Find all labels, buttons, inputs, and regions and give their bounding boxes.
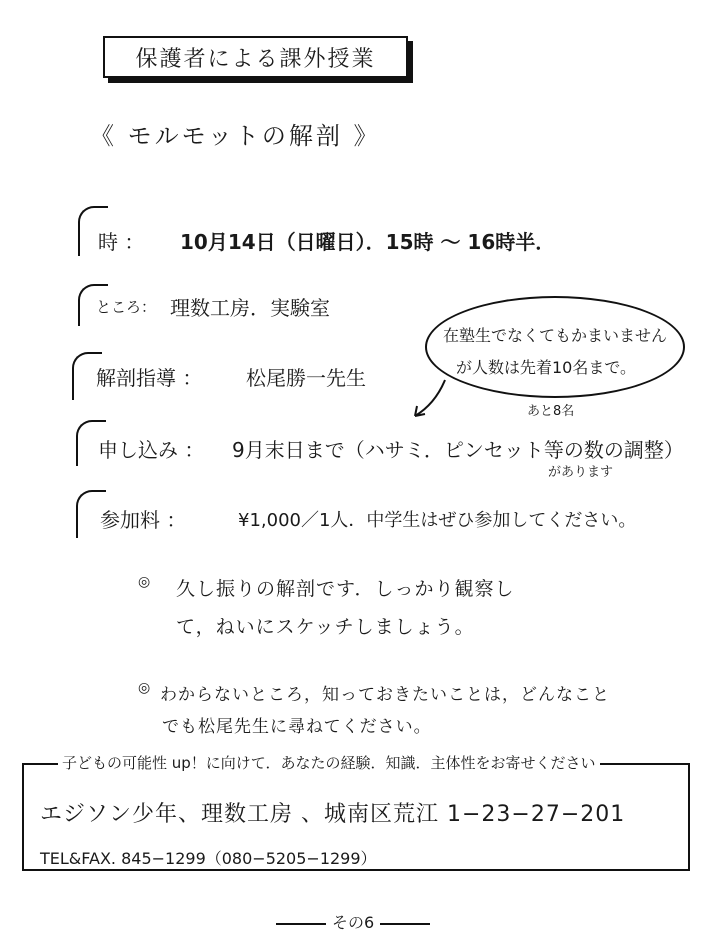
place-value: 理数工房．実験室 bbox=[170, 296, 330, 320]
subtitle: 《 モルモットの解剖 》 bbox=[90, 122, 381, 150]
bubble-line-1: 在塾生でなくてもかまいません bbox=[443, 326, 668, 345]
remaining-seats: あと8名 bbox=[527, 404, 575, 419]
note-1-line-2: て，ねいにスケッチしましょう。 bbox=[176, 616, 475, 638]
organization-address: エジソン少年、理数工房 、城南区荒江 1−23−27−201 bbox=[40, 802, 626, 827]
time-value: 10月14日（日曜日）．15時 〜 16時半． bbox=[180, 230, 556, 254]
fee-label: 参加料 ： bbox=[100, 508, 187, 532]
divider bbox=[380, 923, 430, 925]
note-2-line-2: でも松尾先生に尋ねてください。 bbox=[162, 717, 432, 737]
instructor-label: 解剖指導 ： bbox=[96, 366, 203, 390]
instructor-value: 松尾勝一先生 bbox=[246, 366, 366, 390]
divider bbox=[276, 923, 326, 925]
title-box bbox=[103, 36, 408, 78]
page-label bbox=[270, 910, 436, 933]
page-title: 保護者による課外授業 bbox=[135, 46, 376, 72]
apply-value: 9月末日まで（ハサミ．ピンセット等の数の調整） bbox=[232, 438, 684, 462]
note-1-line-1: 久し振りの解剖です．しっかり観察し bbox=[176, 578, 515, 600]
bullet-icon: ◎ bbox=[138, 574, 151, 590]
time-label: 時 ： bbox=[98, 230, 145, 254]
apply-label: 申し込み ： bbox=[98, 438, 205, 462]
place-label: ところ： bbox=[96, 298, 157, 316]
note-2-line-1: わからないところ，知っておきたいことは，どんなこと bbox=[160, 685, 610, 705]
arrow-icon bbox=[405, 376, 455, 426]
phone-fax: TEL&FAX. 845−1299（080−5205−1299） bbox=[36, 846, 381, 869]
speech-bubble bbox=[425, 296, 685, 398]
fee-value: ¥1,000／1人．中学生はぜひ参加してください。 bbox=[238, 510, 637, 531]
page-number: その6 bbox=[332, 913, 375, 932]
bullet-icon: ◎ bbox=[138, 680, 151, 696]
apply-note: があります bbox=[548, 465, 614, 480]
contact-heading: 子どもの可能性 up！に向けて．あなたの経験．知識．主体性をお寄せください bbox=[58, 752, 600, 773]
bubble-line-2: が人数は先着10名まで。 bbox=[456, 358, 637, 377]
